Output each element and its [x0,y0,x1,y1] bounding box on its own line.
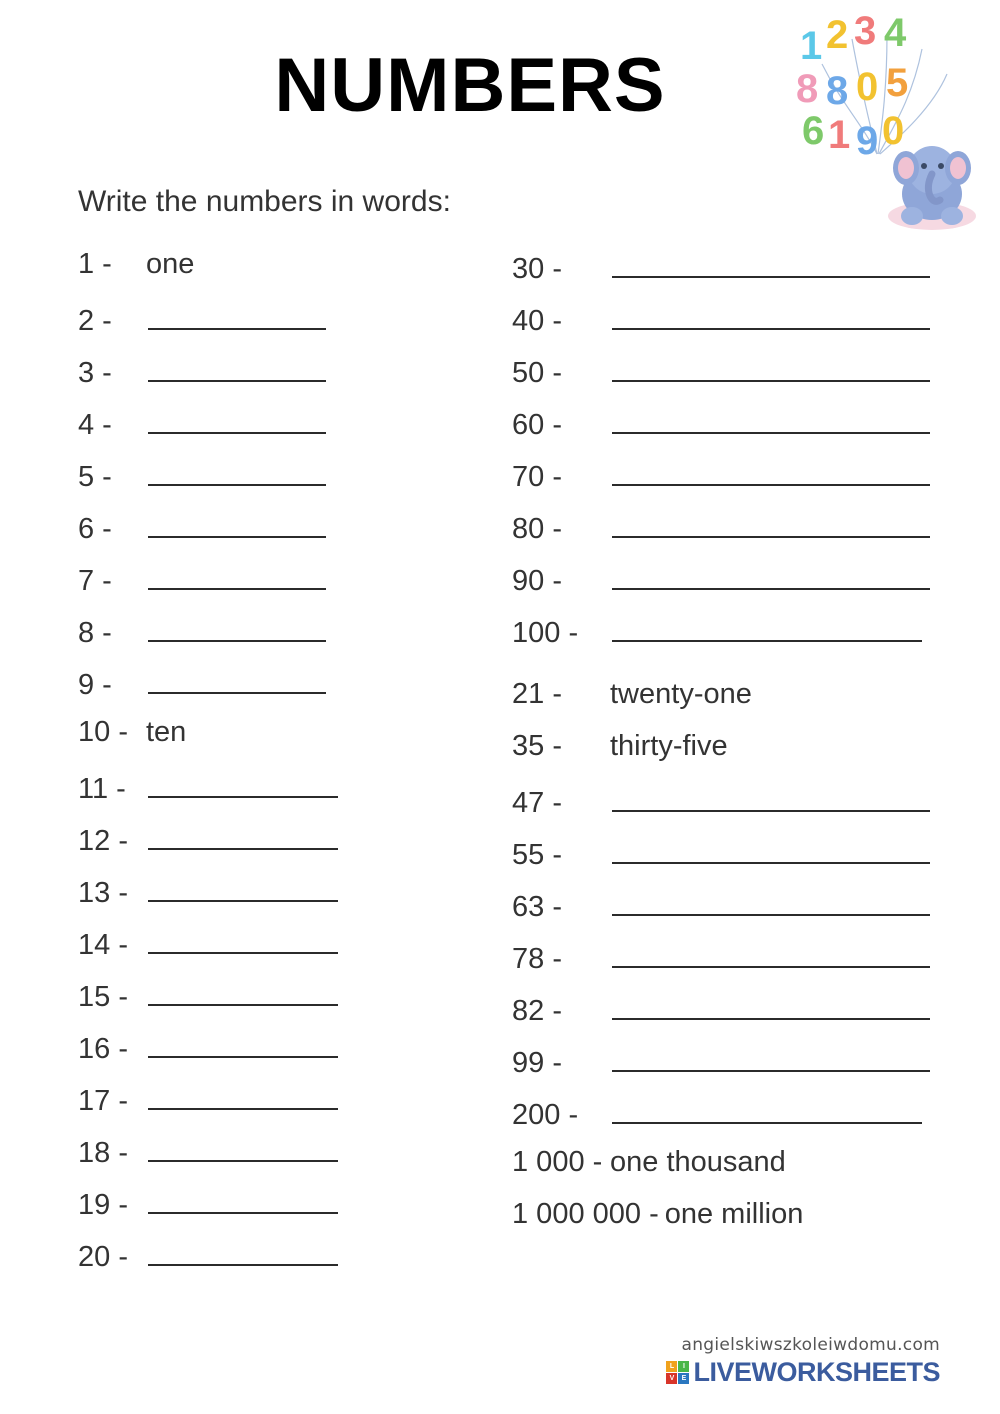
answer-row [512,248,942,300]
svg-text:2: 2 [826,13,849,57]
answer-blank-input[interactable] [612,938,930,968]
answer-row [78,248,488,300]
logo-letter-i: I [678,1361,689,1372]
answer-row [78,300,488,352]
answer-row [78,1028,488,1080]
answer-row [78,456,488,508]
page-title: NUMBERS [274,43,666,128]
answer-row [78,1236,488,1288]
row-number-label: 55 - [512,839,562,871]
logo-letter-v: V [666,1373,677,1384]
answer-blank-input[interactable] [612,456,930,486]
footer-website: angielskiwszkoleiwdomu.com [681,1335,940,1355]
row-number-label: 21 - [512,678,562,710]
answer-row [78,716,488,768]
row-number-label: 12 - [78,825,128,857]
answer-row [512,1146,942,1198]
answer-row [78,612,488,664]
answer-row [512,456,942,508]
row-number-label: 82 - [512,995,562,1027]
answer-blank-input[interactable] [148,404,326,434]
answer-blank-input[interactable] [612,560,930,590]
answer-row [512,300,942,352]
row-number-label: 47 - [512,787,562,819]
svg-text:5: 5 [886,61,909,105]
answer-text: ten [146,716,187,748]
svg-text:6: 6 [802,109,825,153]
row-number-label: 2 - [78,305,112,337]
svg-text:8: 8 [826,69,849,113]
answer-row [512,1042,942,1094]
row-number-label: 1 - [78,248,112,280]
svg-text:0: 0 [856,65,879,109]
svg-text:3: 3 [854,9,877,53]
svg-text:1: 1 [800,24,823,68]
answer-row [78,508,488,560]
answer-row [512,352,942,404]
answer-blank-input[interactable] [148,508,326,538]
answer-row [512,990,942,1042]
answer-blank-input[interactable] [148,820,338,850]
row-number-label: 200 - [512,1099,579,1131]
row-number-label: 70 - [512,461,562,493]
row-number-label: 5 - [78,461,112,493]
answer-row [78,872,488,924]
row-number-label: 35 - [512,730,562,762]
answer-blank-input[interactable] [612,1094,922,1124]
row-number-label: 60 - [512,409,562,441]
svg-text:9: 9 [856,119,879,163]
answer-row [78,768,488,820]
answer-blank-input[interactable] [612,886,930,916]
answer-blank-input[interactable] [612,352,930,382]
answer-text: one [146,248,195,280]
answer-row [512,938,942,990]
answer-blank-input[interactable] [148,612,326,642]
answer-text: thirty-five [610,730,728,762]
answer-blank-input[interactable] [148,872,338,902]
answer-row [78,560,488,612]
answer-row [78,1132,488,1184]
numbers-balloons-elephant-illustration [782,4,982,254]
answer-blank-input[interactable] [148,1080,338,1110]
answer-blank-input[interactable] [148,560,326,590]
row-number-label: 99 - [512,1047,562,1079]
row-number-label: 9 - [78,669,112,701]
answer-row [512,886,942,938]
answer-row [78,924,488,976]
answer-blank-input[interactable] [612,612,922,642]
answer-blank-input[interactable] [148,976,338,1006]
liveworksheets-brand [666,1357,940,1388]
answer-blank-input[interactable] [148,300,326,330]
answer-blank-input[interactable] [148,352,326,382]
row-number-label: 8 - [78,617,112,649]
answer-blank-input[interactable] [148,924,338,954]
answer-row [512,1094,942,1146]
row-number-label: 15 - [78,981,128,1013]
row-number-label: 40 - [512,305,562,337]
liveworksheets-wordmark: LIVEWORKSHEETS [693,1357,940,1387]
row-number-label: 1 000 - [512,1146,603,1178]
answer-blank-input[interactable] [148,664,326,694]
liveworksheets-logo-icon [666,1361,689,1384]
row-number-label: 30 - [512,253,562,285]
answers-column-left [78,248,488,1288]
answer-row [512,560,942,612]
footer [666,1335,940,1388]
answer-row [512,1198,942,1250]
answer-row [78,352,488,404]
answer-blank-input[interactable] [148,456,326,486]
svg-text:8: 8 [796,67,819,111]
answer-row [78,1080,488,1132]
answer-text: twenty-one [610,678,752,710]
row-number-label: 16 - [78,1033,128,1065]
answer-row [512,404,942,456]
answer-text: one million [664,1198,804,1230]
column-spacer [512,664,942,678]
answer-blank-input[interactable] [148,1236,338,1266]
answer-blank-input[interactable] [612,248,930,278]
row-number-label: 63 - [512,891,562,923]
svg-text:0: 0 [882,109,905,153]
answer-row [512,678,942,730]
answer-blank-input[interactable] [612,834,930,864]
answer-blank-input[interactable] [612,782,930,812]
row-number-label: 4 - [78,409,112,441]
answer-row [512,834,942,886]
answers-column-right [512,248,942,1250]
row-number-label: 11 - [78,773,126,805]
row-number-label: 13 - [78,877,128,909]
row-number-label: 80 - [512,513,562,545]
answer-blank-input[interactable] [148,1132,338,1162]
answer-row [512,782,942,834]
logo-letter-l: L [666,1361,677,1372]
logo-letter-e: E [678,1373,689,1384]
row-number-label: 20 - [78,1241,128,1273]
row-number-label: 19 - [78,1189,128,1221]
answer-blank-input[interactable] [612,990,930,1020]
answer-blank-input[interactable] [148,1028,338,1058]
row-number-label: 100 - [512,617,579,649]
row-number-label: 7 - [78,565,112,597]
row-number-label: 90 - [512,565,562,597]
answer-row [78,820,488,872]
svg-text:1: 1 [828,113,851,157]
answer-blank-input[interactable] [612,1042,930,1072]
answer-row [512,508,942,560]
instruction-text: Write the numbers in words: [78,185,451,218]
row-number-label: 18 - [78,1137,128,1169]
answer-row [78,1184,488,1236]
row-number-label: 50 - [512,357,562,389]
answer-row [78,664,488,716]
row-number-label: 3 - [78,357,112,389]
row-number-label: 6 - [78,513,112,545]
row-number-label: 10 - [78,716,128,748]
row-number-label: 78 - [512,943,562,975]
answer-blank-input[interactable] [148,768,338,798]
answer-blank-input[interactable] [148,1184,338,1214]
answer-row [512,612,942,664]
svg-text:4: 4 [884,11,907,55]
row-number-label: 17 - [78,1085,128,1117]
answer-text: one thousand [610,1146,786,1178]
answer-blank-input[interactable] [612,300,930,330]
row-number-label: 1 000 000 - [512,1198,659,1230]
answer-blank-input[interactable] [612,404,930,434]
row-number-label: 14 - [78,929,128,961]
answer-row [512,730,942,782]
answer-row [78,976,488,1028]
answer-blank-input[interactable] [612,508,930,538]
answer-row [78,404,488,456]
